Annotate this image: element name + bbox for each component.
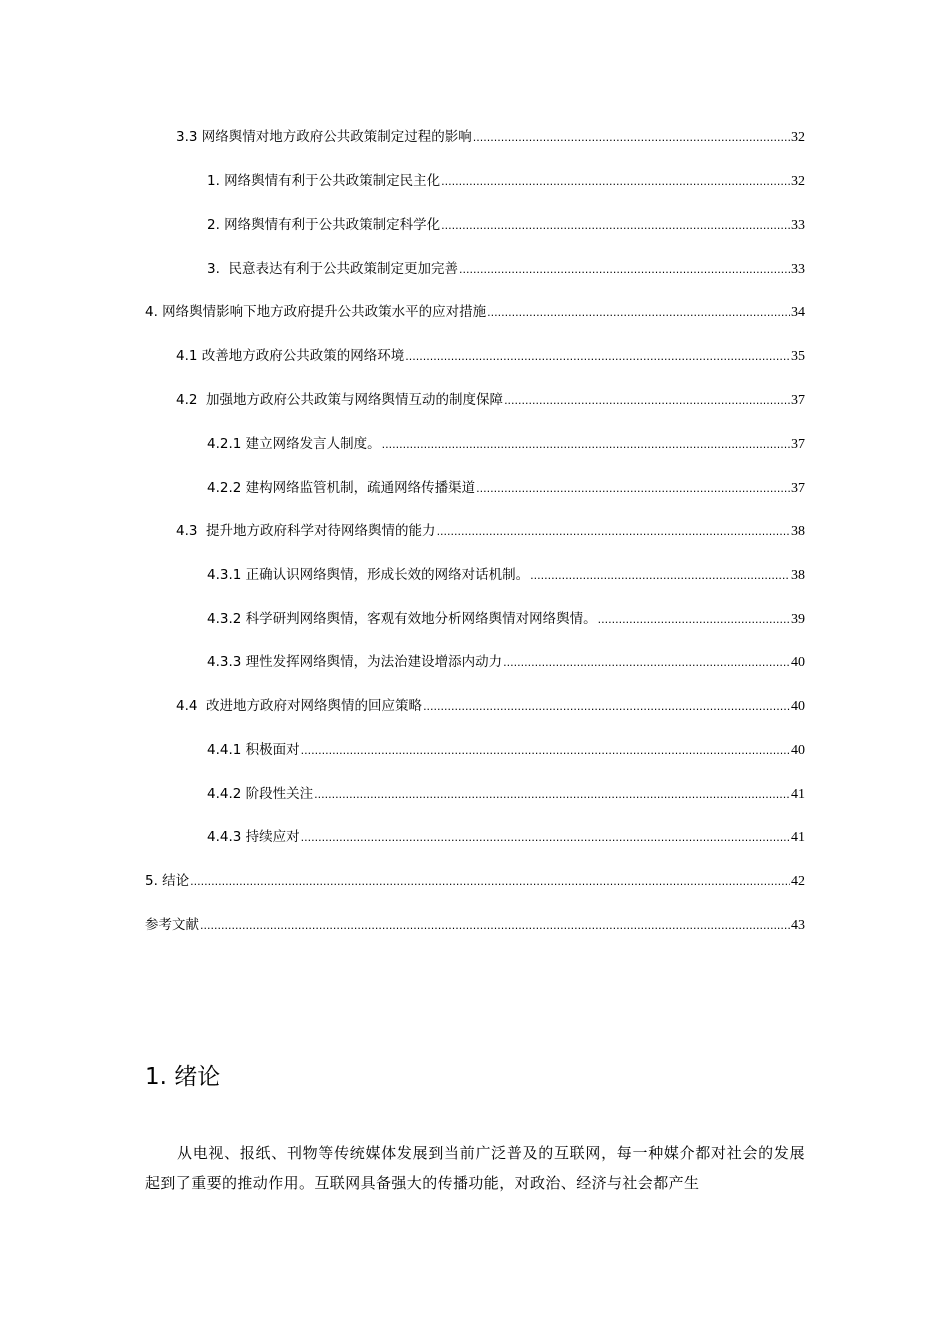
toc-entry-title: 4.2.2 建构网络监管机制，疏通网络传播渠道 [207, 480, 476, 496]
toc-entry-page: 35 [791, 349, 805, 364]
toc-entry-page: 32 [791, 130, 805, 145]
toc-entry-title: 3.3 网络舆情对地方政府公共政策制定过程的影响 [176, 129, 472, 145]
toc-leader-dots [200, 916, 790, 936]
toc-entry[interactable] [176, 127, 805, 147]
chapter-heading: 1. 绪论 [145, 1064, 221, 1090]
toc-leader-dots [530, 566, 790, 586]
toc-entry-title: 4.4.1 积极面对 [207, 742, 300, 758]
toc-entry-title: 4.2 加强地方政府公共政策与网络舆情互动的制度保障 [176, 392, 504, 408]
toc-leader-dots [473, 128, 790, 148]
toc-entry[interactable] [207, 784, 805, 804]
toc-entry-page: 33 [791, 262, 805, 277]
toc-entry[interactable] [207, 827, 805, 847]
toc-entry[interactable] [207, 171, 805, 191]
toc-leader-dots [382, 435, 790, 455]
toc-leader-dots [314, 785, 790, 805]
toc-entry-page: 37 [791, 437, 805, 452]
toc-entry-title: 4.1 改善地方政府公共政策的网络环境 [176, 348, 405, 364]
toc-entry-page: 40 [791, 699, 805, 714]
toc-entry-title: 4.2.1 建立网络发言人制度。 [207, 436, 381, 452]
toc-entry[interactable] [207, 609, 805, 629]
toc-entry-title: 4. 网络舆情影响下地方政府提升公共政策水平的应对措施 [145, 304, 487, 320]
toc-entry[interactable] [176, 390, 805, 410]
toc-entry[interactable] [207, 478, 805, 498]
toc-entry[interactable] [176, 346, 805, 366]
toc-entry-page: 38 [791, 568, 805, 583]
toc-entry-title: 4.3 提升地方政府科学对待网络舆情的能力 [176, 523, 436, 539]
toc-entry-page: 37 [791, 393, 805, 408]
toc-entry-page: 39 [791, 612, 805, 627]
toc-leader-dots [423, 697, 790, 717]
toc-leader-dots [441, 172, 790, 192]
body-paragraph: 从电视、报纸、刊物等传统媒体发展到当前广泛普及的互联网，每一种媒介都对社会的发展起到了重要的推动作用。互联网具备强大的传播功能，对政治、经济与社会都产生 [145, 1144, 805, 1192]
toc-entry[interactable] [176, 696, 805, 716]
toc-entry-title: 2. 网络舆情有利于公共政策制定科学化 [207, 217, 441, 233]
toc-leader-dots [487, 303, 790, 323]
toc-entry[interactable] [207, 215, 805, 235]
toc-entry-page: 40 [791, 743, 805, 758]
toc-entry-title: 4.4.3 持续应对 [207, 829, 300, 845]
toc-leader-dots [503, 653, 790, 673]
toc-entry-title: 参考文献 [145, 917, 199, 933]
toc-entry-title: 4.3.1 正确认识网络舆情，形成长效的网络对话机制。 [207, 567, 530, 583]
toc-leader-dots [301, 828, 790, 848]
toc-entry-page: 34 [791, 305, 805, 320]
toc-entry-title: 4.3.3 理性发挥网络舆情，为法治建设增添内动力 [207, 654, 503, 670]
toc-entry[interactable] [145, 871, 805, 891]
toc-leader-dots [301, 741, 790, 761]
toc-entry-page: 40 [791, 655, 805, 670]
toc-leader-dots [405, 347, 790, 367]
toc-entry-title: 4.3.2 科学研判网络舆情，客观有效地分析网络舆情对网络舆情。 [207, 611, 597, 627]
toc-entry-page: 41 [791, 830, 805, 845]
toc-entry-page: 43 [791, 918, 805, 933]
toc-leader-dots [459, 260, 790, 280]
toc-entry[interactable] [207, 740, 805, 760]
toc-entry[interactable] [176, 521, 805, 541]
toc-leader-dots [437, 522, 790, 542]
toc-entry[interactable] [207, 565, 805, 585]
toc-entry-title: 5. 结论 [145, 873, 190, 889]
toc-entry-title: 3. 民意表达有利于公共政策制定更加完善 [207, 261, 458, 277]
toc-entry-title: 4.4 改进地方政府对网络舆情的回应策略 [176, 698, 423, 714]
toc-entry-page: 38 [791, 524, 805, 539]
toc-leader-dots [598, 610, 790, 630]
toc-entry-page: 32 [791, 174, 805, 189]
toc-leader-dots [190, 872, 790, 892]
toc-entry[interactable] [207, 652, 805, 672]
toc-entry[interactable] [207, 259, 805, 279]
toc-entry-page: 33 [791, 218, 805, 233]
toc-entry-title: 1. 网络舆情有利于公共政策制定民主化 [207, 173, 441, 189]
toc-entry-page: 37 [791, 481, 805, 496]
toc-leader-dots [504, 391, 790, 411]
toc-leader-dots [441, 216, 790, 236]
toc-entry-page: 41 [791, 787, 805, 802]
toc-entry-title: 4.4.2 阶段性关注 [207, 786, 314, 802]
toc-entry[interactable] [207, 434, 805, 454]
toc-leader-dots [476, 479, 790, 499]
toc-entry[interactable] [145, 302, 805, 322]
toc-entry[interactable] [145, 915, 805, 935]
toc-entry-page: 42 [791, 874, 805, 889]
